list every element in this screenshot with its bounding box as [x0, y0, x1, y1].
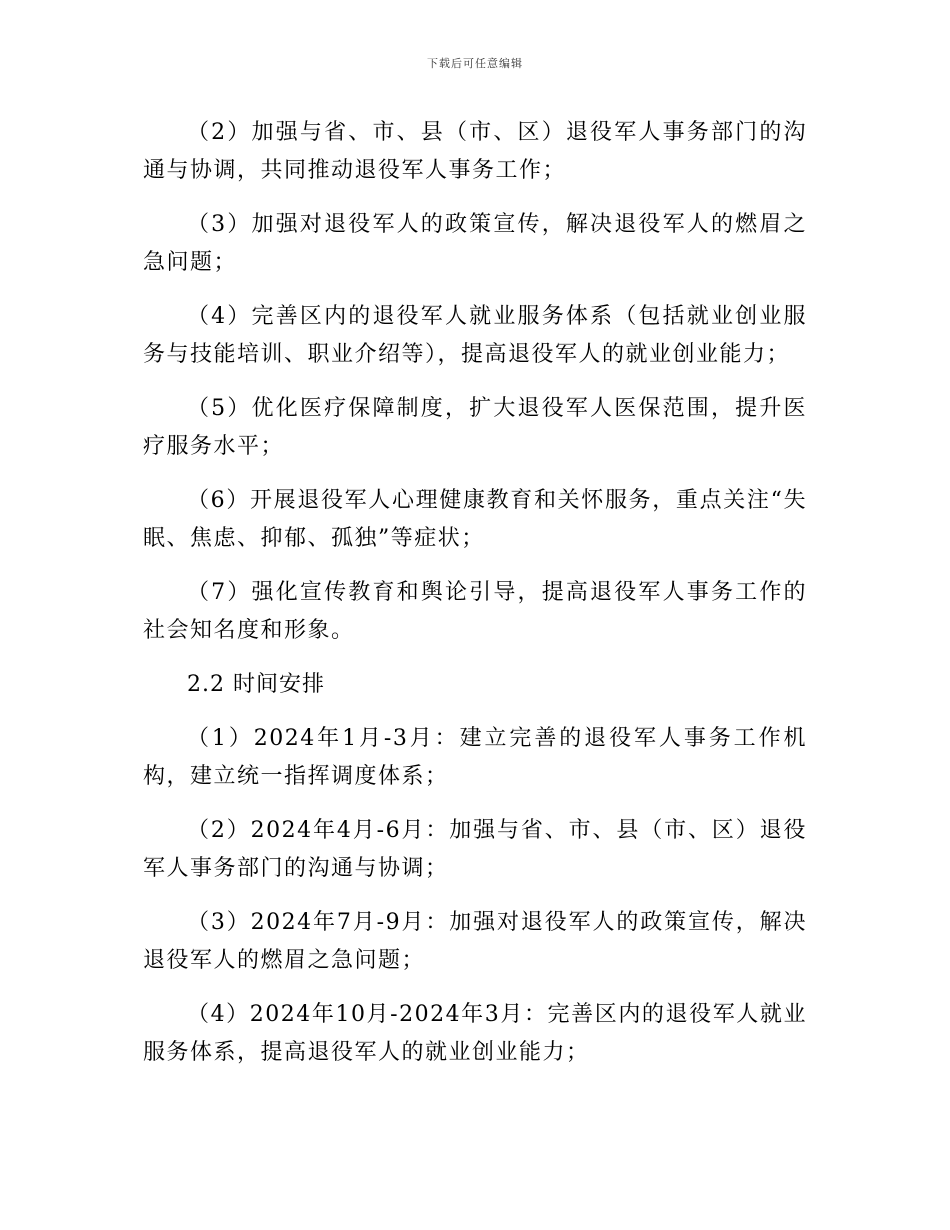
paragraph-item-4: （4）完善区内的退役军人就业服务体系（包括就业创业服务与技能培训、职业介绍等），提高退役军人的就业创业能力； [143, 304, 807, 367]
section-heading: 2.2 时间安排 [187, 672, 325, 697]
paragraph-item-3: （3）加强对退役军人的政策宣传，解决退役军人的燃眉之急问题； [143, 212, 807, 275]
paragraph-item-5: （5）优化医疗保障制度，扩大退役军人医保范围，提升医疗服务水平； [143, 396, 807, 459]
paragraph-item-7: （7）强化宣传教育和舆论引导，提高退役军人事务工作的社会知名度和形象。 [143, 580, 807, 643]
document-body [143, 114, 807, 1088]
paragraph-item-2: （2）加强与省、市、县（市、区）退役军人事务部门的沟通与协调，共同推动退役军人事务工作； [143, 120, 807, 183]
schedule-item-2: （2）2024年4月-6月：加强与省、市、县（市、区）退役军人事务部门的沟通与协调； [143, 818, 807, 881]
schedule-item-1: （1）2024年1月-3月：建立完善的退役军人事务工作机构，建立统一指挥调度体系； [143, 726, 807, 789]
page-header: 下载后可任意编辑 [427, 57, 523, 70]
paragraph-item-6: （6）开展退役军人心理健康教育和关怀服务，重点关注“失眠、焦虑、抑郁、孤独”等症状； [143, 488, 807, 551]
schedule-item-4: （4）2024年10月-2024年3月：完善区内的退役军人就业服务体系，提高退役军人的就业创业能力； [143, 1002, 807, 1065]
schedule-item-3: （3）2024年7月-9月：加强对退役军人的政策宣传，解决退役军人的燃眉之急问题； [143, 910, 807, 973]
